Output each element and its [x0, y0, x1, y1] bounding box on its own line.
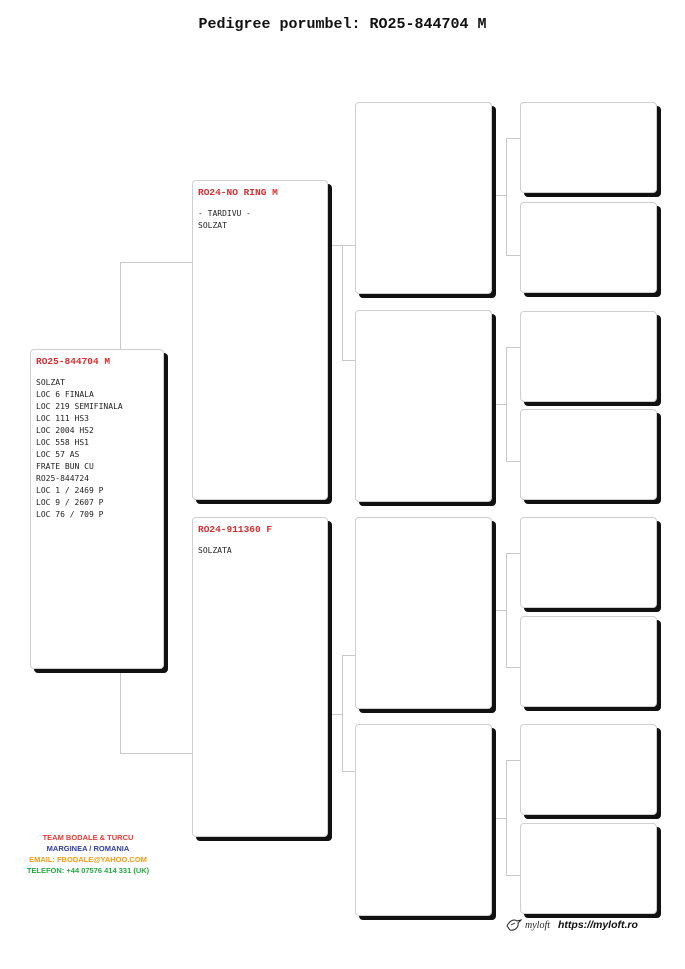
dam-card[interactable] — [192, 517, 328, 837]
dam-name: RO24-911360 F — [198, 524, 273, 535]
great-grandparent-card[interactable] — [520, 616, 657, 707]
page-title: Pedigree porumbel: RO25-844704 M — [198, 16, 487, 33]
connector-line — [330, 245, 342, 246]
team-name: TEAM BODALE & TURCU — [42, 833, 134, 842]
logo-text: myloft — [525, 919, 550, 931]
connector-line — [494, 818, 506, 819]
connector-line — [342, 245, 343, 360]
connector-line — [120, 668, 121, 754]
connector-line — [342, 655, 355, 656]
team-email[interactable]: EMAIL: FBODALE@YAHOO.COM — [29, 855, 147, 864]
subject-line: LOC 6 FINALA — [36, 390, 94, 399]
connector-line — [506, 553, 507, 668]
team-location: MARGINEA / ROMANIA — [46, 844, 130, 853]
connector-line — [494, 195, 506, 196]
great-grandparent-card[interactable] — [520, 409, 657, 500]
subject-line: LOC 9 / 2607 P — [36, 498, 104, 507]
grandparent-card[interactable] — [355, 517, 492, 709]
connector-line — [506, 461, 520, 462]
dam-line: SOLZATA — [198, 546, 232, 555]
subject-line: LOC 2004 HS2 — [36, 426, 94, 435]
subject-card[interactable] — [30, 349, 164, 669]
great-grandparent-card[interactable] — [520, 517, 657, 608]
great-grandparent-card[interactable] — [520, 311, 657, 402]
subject-line: FRATE BUN CU — [36, 462, 94, 471]
connector-line — [494, 610, 506, 611]
grandparent-card[interactable] — [355, 310, 492, 502]
connector-line — [506, 347, 507, 462]
connector-line — [506, 553, 520, 554]
brand-footer — [506, 918, 638, 932]
connector-line — [506, 667, 520, 668]
sire-line: - TARDIVU - — [198, 209, 251, 218]
grandparent-card[interactable] — [355, 724, 492, 916]
subject-line: LOC 558 HS1 — [36, 438, 89, 447]
connector-line — [506, 347, 520, 348]
connector-line — [342, 771, 355, 772]
connector-line — [120, 262, 192, 263]
connector-line — [506, 875, 520, 876]
subject-line: LOC 57 AS — [36, 450, 80, 459]
sire-name: RO24-NO RING M — [198, 187, 278, 198]
grandparent-card[interactable] — [355, 102, 492, 294]
brand-url[interactable]: https://myloft.ro — [558, 919, 638, 931]
connector-line — [120, 262, 121, 349]
team-phone[interactable]: TELEFON: +44 07576 414 331 (UK) — [26, 866, 150, 875]
subject-name: RO25-844704 M — [36, 356, 111, 367]
connector-line — [342, 245, 355, 246]
great-grandparent-card[interactable] — [520, 102, 657, 193]
sire-card[interactable] — [192, 180, 328, 500]
myloft-logo — [506, 918, 550, 932]
connector-line — [330, 714, 342, 715]
great-grandparent-card[interactable] — [520, 724, 657, 815]
connector-line — [120, 753, 192, 754]
subject-line: LOC 219 SEMIFINALA — [36, 402, 123, 411]
connector-line — [342, 360, 355, 361]
connector-line — [506, 760, 520, 761]
subject-line: SOLZAT — [36, 378, 65, 387]
subject-line: LOC 76 / 709 P — [36, 510, 104, 519]
connector-line — [506, 255, 520, 256]
connector-line — [494, 404, 506, 405]
connector-line — [506, 138, 520, 139]
connector-line — [342, 655, 343, 772]
great-grandparent-card[interactable] — [520, 202, 657, 293]
great-grandparent-card[interactable] — [520, 823, 657, 914]
sire-line: SOLZAT — [198, 221, 227, 230]
connector-line — [506, 760, 507, 876]
pigeon-icon — [506, 918, 522, 932]
subject-line: LOC 1 / 2469 P — [36, 486, 104, 495]
subject-line: LOC 111 HS3 — [36, 414, 89, 423]
subject-line: RO25-844724 — [36, 474, 89, 483]
connector-line — [506, 138, 507, 256]
